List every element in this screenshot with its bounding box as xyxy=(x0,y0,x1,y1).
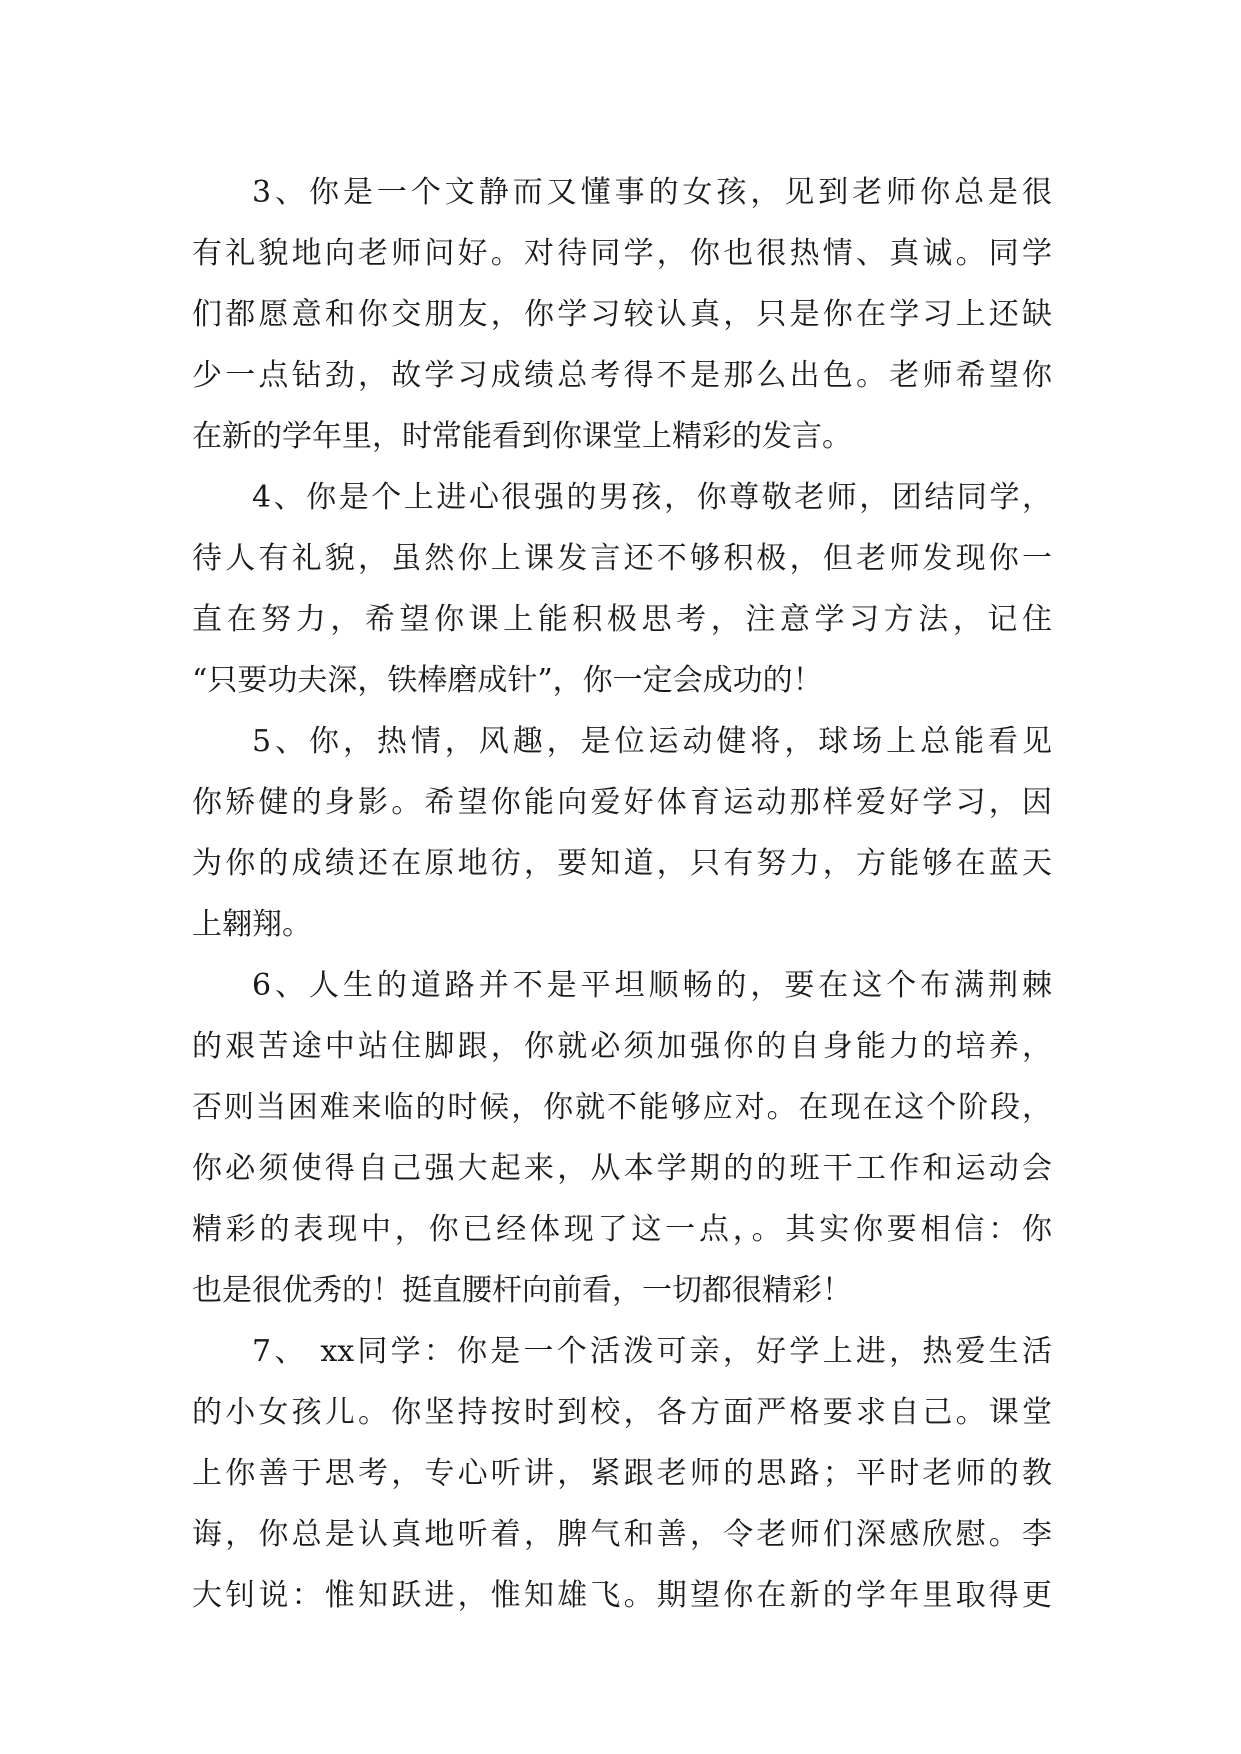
text-line: 上你善于思考，专心听讲，紧跟老师的思路；平时老师的教 xyxy=(192,1456,1052,1491)
text-line: 上翱翔。 xyxy=(192,907,312,942)
text-line: 诲，你总是认真地听着，脾气和善，令老师们深感欣慰。李 xyxy=(192,1517,1052,1552)
text-line: 少一点钻劲，故学习成绩总考得不是那么出色。老师希望你 xyxy=(192,358,1052,393)
text-line: 也是很优秀的！挺直腰杆向前看，一切都很精彩！ xyxy=(192,1273,852,1308)
text-line: 你矫健的身影。希望你能向爱好体育运动那样爱好学习，因 xyxy=(192,785,1052,820)
text-line: 待人有礼貌，虽然你上课发言还不够积极，但老师发现你一 xyxy=(192,541,1052,576)
paragraph-5 xyxy=(192,711,1052,955)
text-line: 3、你是一个文静而又懂事的女孩，见到老师你总是很 xyxy=(252,175,1052,210)
document-body xyxy=(192,162,1052,1626)
text-line: 直在努力，希望你课上能积极思考，注意学习方法，记住 xyxy=(192,602,1052,637)
text-line: 7、 xx同学：你是一个活泼可亲，好学上进，热爱生活 xyxy=(252,1334,1052,1369)
text-line: 精彩的表现中，你已经体现了这一点，。其实你要相信：你 xyxy=(192,1212,1052,1247)
text-line: 5、你，热情，风趣，是位运动健将，球场上总能看见 xyxy=(252,724,1052,759)
paragraph-7 xyxy=(192,1321,1052,1626)
text-line: 的小女孩儿。你坚持按时到校，各方面严格要求自己。课堂 xyxy=(192,1395,1052,1430)
text-line: 大钊说：惟知跃进，惟知雄飞。期望你在新的学年里取得更 xyxy=(192,1578,1052,1613)
paragraph-3 xyxy=(192,162,1052,467)
paragraph-6 xyxy=(192,955,1052,1321)
text-line: 4、你是个上进心很强的男孩，你尊敬老师，团结同学， xyxy=(252,480,1052,515)
text-line: “只要功夫深，铁棒磨成针”，你一定会成功的！ xyxy=(192,663,823,698)
text-line: 否则当困难来临的时候，你就不能够应对。在现在这个阶段， xyxy=(192,1090,1052,1125)
text-line: 们都愿意和你交朋友，你学习较认真，只是你在学习上还缺 xyxy=(192,297,1052,332)
text-line: 6、人生的道路并不是平坦顺畅的，要在这个布满荆棘 xyxy=(252,968,1052,1003)
text-line: 你必须使得自己强大起来，从本学期的的班干工作和运动会 xyxy=(192,1151,1052,1186)
paragraph-4 xyxy=(192,467,1052,711)
text-line: 的艰苦途中站住脚跟，你就必须加强你的自身能力的培养， xyxy=(192,1029,1052,1064)
text-line: 为你的成绩还在原地彷，要知道，只有努力，方能够在蓝天 xyxy=(192,846,1052,881)
text-line: 在新的学年里，时常能看到你课堂上精彩的发言。 xyxy=(192,419,852,454)
text-line: 有礼貌地向老师问好。对待同学，你也很热情、真诚。同学 xyxy=(192,236,1052,271)
